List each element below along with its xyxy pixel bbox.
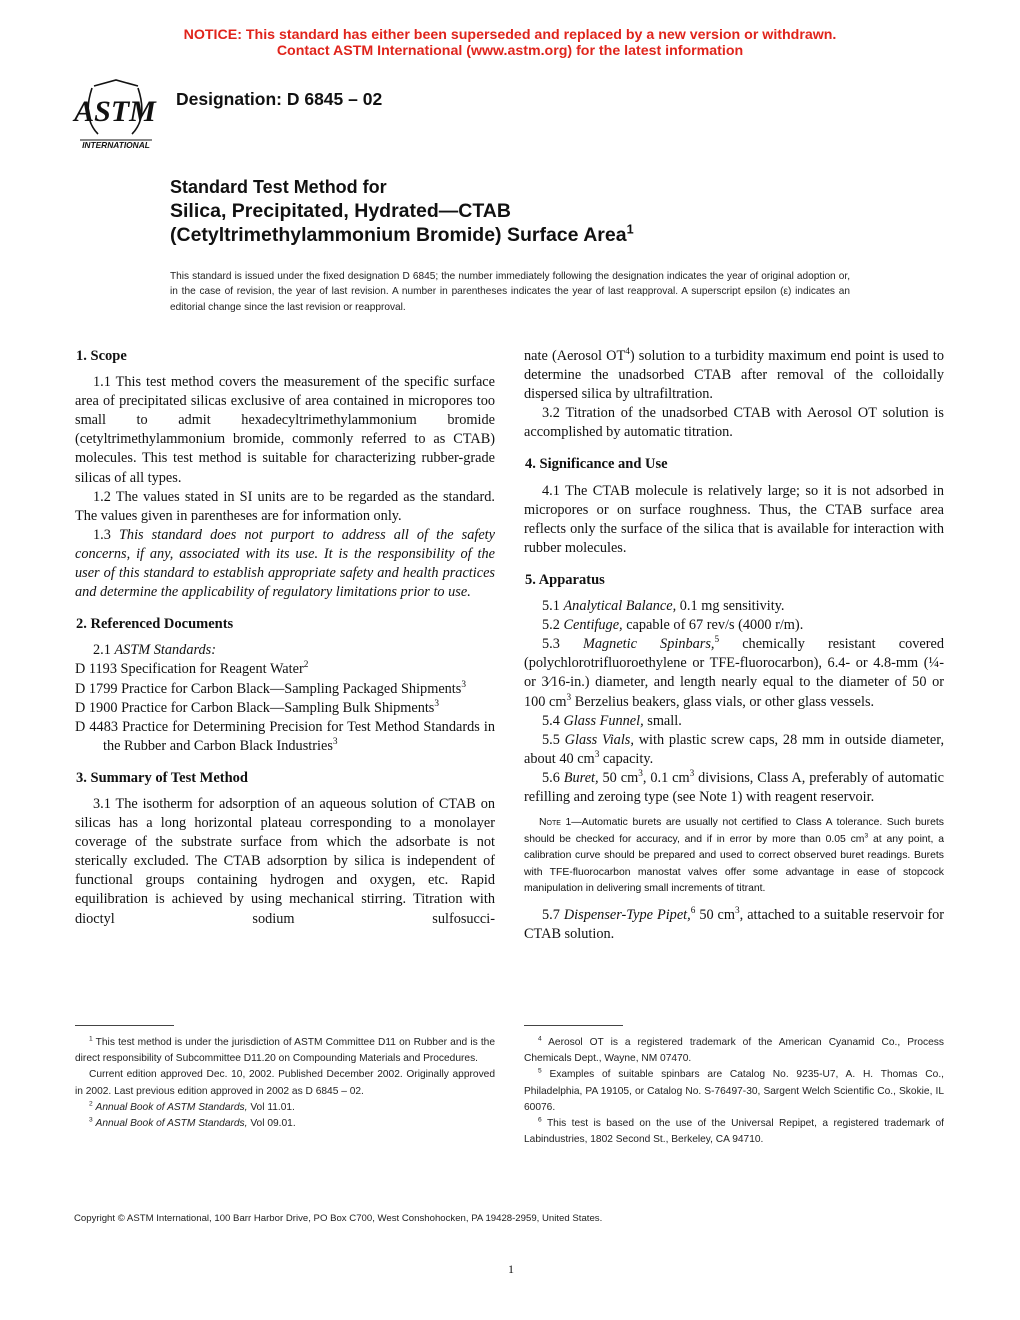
footnote-3: $^3$ Annual Book of ASTM Standards, Vol 09.01. [89, 1116, 296, 1130]
logo-subtitle: INTERNATIONAL [82, 140, 150, 150]
note-1: Note 1—Automatic burets are usually not certified to Class A tolerance. Such burets should be checked for accuracy, and if in error by more than 0.05 $cm^3$ at any point, a calibration curve should be prepared and used to correct observed buret readings. Burets with TFE-fluorocarbon manostat valves offer some advantage in ease of stopcock manipulation in delivering small increments of titrant. [524, 817, 944, 895]
footnote-6: $^6$ This test is based on the use of the Universal Repipet, a registered trademark of Labindustries, 1802 Second St., Berkeley, CA 94710. [524, 1116, 944, 1146]
apparatus-item-5-2: 5.2 Centifuge, capable of 67 rev/s (4000 r/m). [542, 617, 804, 634]
reference-item: D 4483 Practice for Determining Precision for Test Method Standards in the Rubber and Carbon Black Industries$^3$ [75, 718, 496, 754]
paragraph-1-1: 1.1 This test method covers the measurement of the specific surface area of precipitated silicas exclusive of area contained in micropores too small to admit hexadecyltrimethylammonium bromide (cetyltrimethylammonium bromide, commonly referred to as CTAB) molecules. This test method is suitable for characterizing rubber-grade silicas of all types. [75, 374, 495, 486]
notice-line-1: NOTICE: This standard has either been superseded and replaced by a new version or withdrawn. [183, 27, 837, 43]
footnotes-right [524, 1035, 944, 1148]
title-line-3: (Cetyltrimethylammonium Bromide) Surface Area$^1$ [170, 222, 634, 246]
subsection-2-1: 2.1 ASTM Standards: [93, 642, 216, 659]
designation: Designation: D 6845 – 02 [176, 89, 383, 109]
apparatus-item-5-7: 5.7 Dispenser-Type Pipet,$^6$ 50 $cm^3$, attached to a suitable reservoir for CTAB solution. [524, 905, 944, 942]
footnote-5: $^5$ Examples of suitable spinbars are Catalog No. 9235-U7, A. H. Thomas Co., Philadelphia, PA 19105, or Catalog No. S-76497-30, Sargent Welch Scientific Co., Skokie, IL 60076. [524, 1068, 944, 1113]
footnote-2: $^2$ Annual Book of ASTM Standards, Vol 11.01. [89, 1100, 295, 1113]
section-heading-summary: 3. Summary of Test Method [76, 769, 248, 786]
apparatus-item-5-3: 5.3 Magnetic Spinbars,$^5$ chemically resistant covered (polychlorotrifluoroethylene or TFE-fluorocarbon), 6.4- or 4.8-mm (¼- or 3⁄16-in.) diameter, and length nearly equal to the diameter of 50 or 100 $cm^3$ Berzelius beakers, glass vials, or other glass vessels. [524, 635, 944, 710]
section-heading-significance: 4. Significance and Use [525, 456, 668, 473]
standard-intro: This standard is issued under the fixed designation D 6845; the number immediately following the designation indicates the year of original adoption or, in the case of revision, the year of last revision. A number in parentheses indicates the year of last reapproval. A superscript epsilon (ε) indicates an editorial change since the last revision or reapproval. [170, 271, 850, 313]
right-column [524, 347, 944, 944]
copyright-line: Copyright © ASTM International, 100 Barr Harbor Drive, PO Box C700, West Conshohocken, PA 19428-2959, United States. [74, 1213, 603, 1224]
paragraph-3-1-continued: nate (Aerosol $OT^4$) solution to a turbidity maximum end point is used to determine the unadsorbed CTAB after removal of the colloidally dispersed silica by ultrafiltration. [524, 347, 944, 403]
reference-item: D 1193 Specification for Reagent Water$^2$ [75, 660, 309, 678]
paragraph-1-2: 1.2 The values stated in SI units are to be regarded as the standard. The values given in parentheses are for information only. [75, 488, 495, 524]
withdrawal-notice [0, 27, 1020, 59]
footnote-4: $^4$ Aerosol OT is a registered trademark of the American Cyanamid Co., Process Chemicals Dept., Wayne, NM 07470. [524, 1035, 944, 1065]
reference-item: D 1900 Practice for Carbon Black—Sampling Bulk Shipments$^3$ [75, 698, 440, 716]
page-number: 1 [508, 1262, 514, 1276]
paragraph-4-1: 4.1 The CTAB molecule is relatively large; so it is not adsorbed in micropores or on surface roughness. Thus, the CTAB surface area reflects only the surface of the silica that is available for interaction with rubber molecules. [524, 482, 944, 556]
logo-letters: ASTM [74, 95, 156, 128]
section-heading-scope: 1. Scope [76, 348, 127, 364]
paragraph-3-2: 3.2 Titration of the unadsorbed CTAB with Aerosol OT solution is accomplished by automatic titration. [524, 405, 944, 441]
paragraph-1-3: 1.3 This standard does not purport to address all of the safety concerns, if any, associated with its use. It is the responsibility of the user of this standard to establish appropriate safety and health practices and determine the applicability of regulatory limitations prior to use. [75, 526, 495, 601]
apparatus-item-5-6: 5.6 Buret, 50 $cm^3$, 0.1 $cm^3$ divisions, Class A, preferably of automatic refilling and zeroing type (see Note 1) with reagent reservoir. [524, 769, 945, 805]
footnote-rule-right [524, 1025, 623, 1026]
reference-item: D 1799 Practice for Carbon Black—Sampling Packaged Shipments$^3$ [75, 679, 466, 697]
apparatus-item-5-5: 5.5 Glass Vials, with plastic screw caps, 28 mm in outside diameter, about 40 $cm^3$ capacity. [524, 731, 945, 767]
section-heading-apparatus: 5. Apparatus [525, 571, 605, 588]
footnote-1-edition: Current edition approved Dec. 10, 2002. Published December 2002. Originally approved in 2002. Last previous edition approved in 2002 as D 6845 – 02. [75, 1069, 495, 1097]
footnote-1: $^1$ This test method is under the jurisdiction of ASTM Committee D11 on Rubber and is the direct responsibility of Subcommittee D11.20 on Compounding Materials and Procedures. [75, 1035, 496, 1065]
title-line-2: Silica, Precipitated, Hydrated—CTAB [170, 200, 511, 222]
apparatus-item-5-1: 5.1 Analytical Balance, 0.1 mg sensitivity. [542, 598, 785, 615]
title-footnote-mark: 1 [626, 222, 634, 237]
astm-logo [64, 76, 164, 152]
footnotes-left [75, 1035, 495, 1132]
apparatus-item-5-4: 5.4 Glass Funnel, small. [542, 712, 682, 729]
document-title [170, 175, 634, 247]
title-line-1: Standard Test Method for [170, 177, 387, 197]
paragraph-3-1: 3.1 The isotherm for adsorption of an aqueous solution of CTAB on silicas has a long horizontal plateau corresponding to a monolayer coverage of the substrate surface from which the adsorbate is not sterically excluded. The CTAB adsorption by silica is independent of functional groups containing hydrogen and oxygen, etc. Rapid equilibration is achieved by using mechanical stirring. Titration with dioctyl sodium sulfosucci- [75, 795, 495, 927]
section-heading-referenced-documents: 2. Referenced Documents [76, 616, 234, 633]
notice-line-2: Contact ASTM International (www.astm.org) for the latest information [276, 43, 744, 59]
left-column [75, 347, 495, 929]
footnote-rule-left [75, 1025, 174, 1026]
